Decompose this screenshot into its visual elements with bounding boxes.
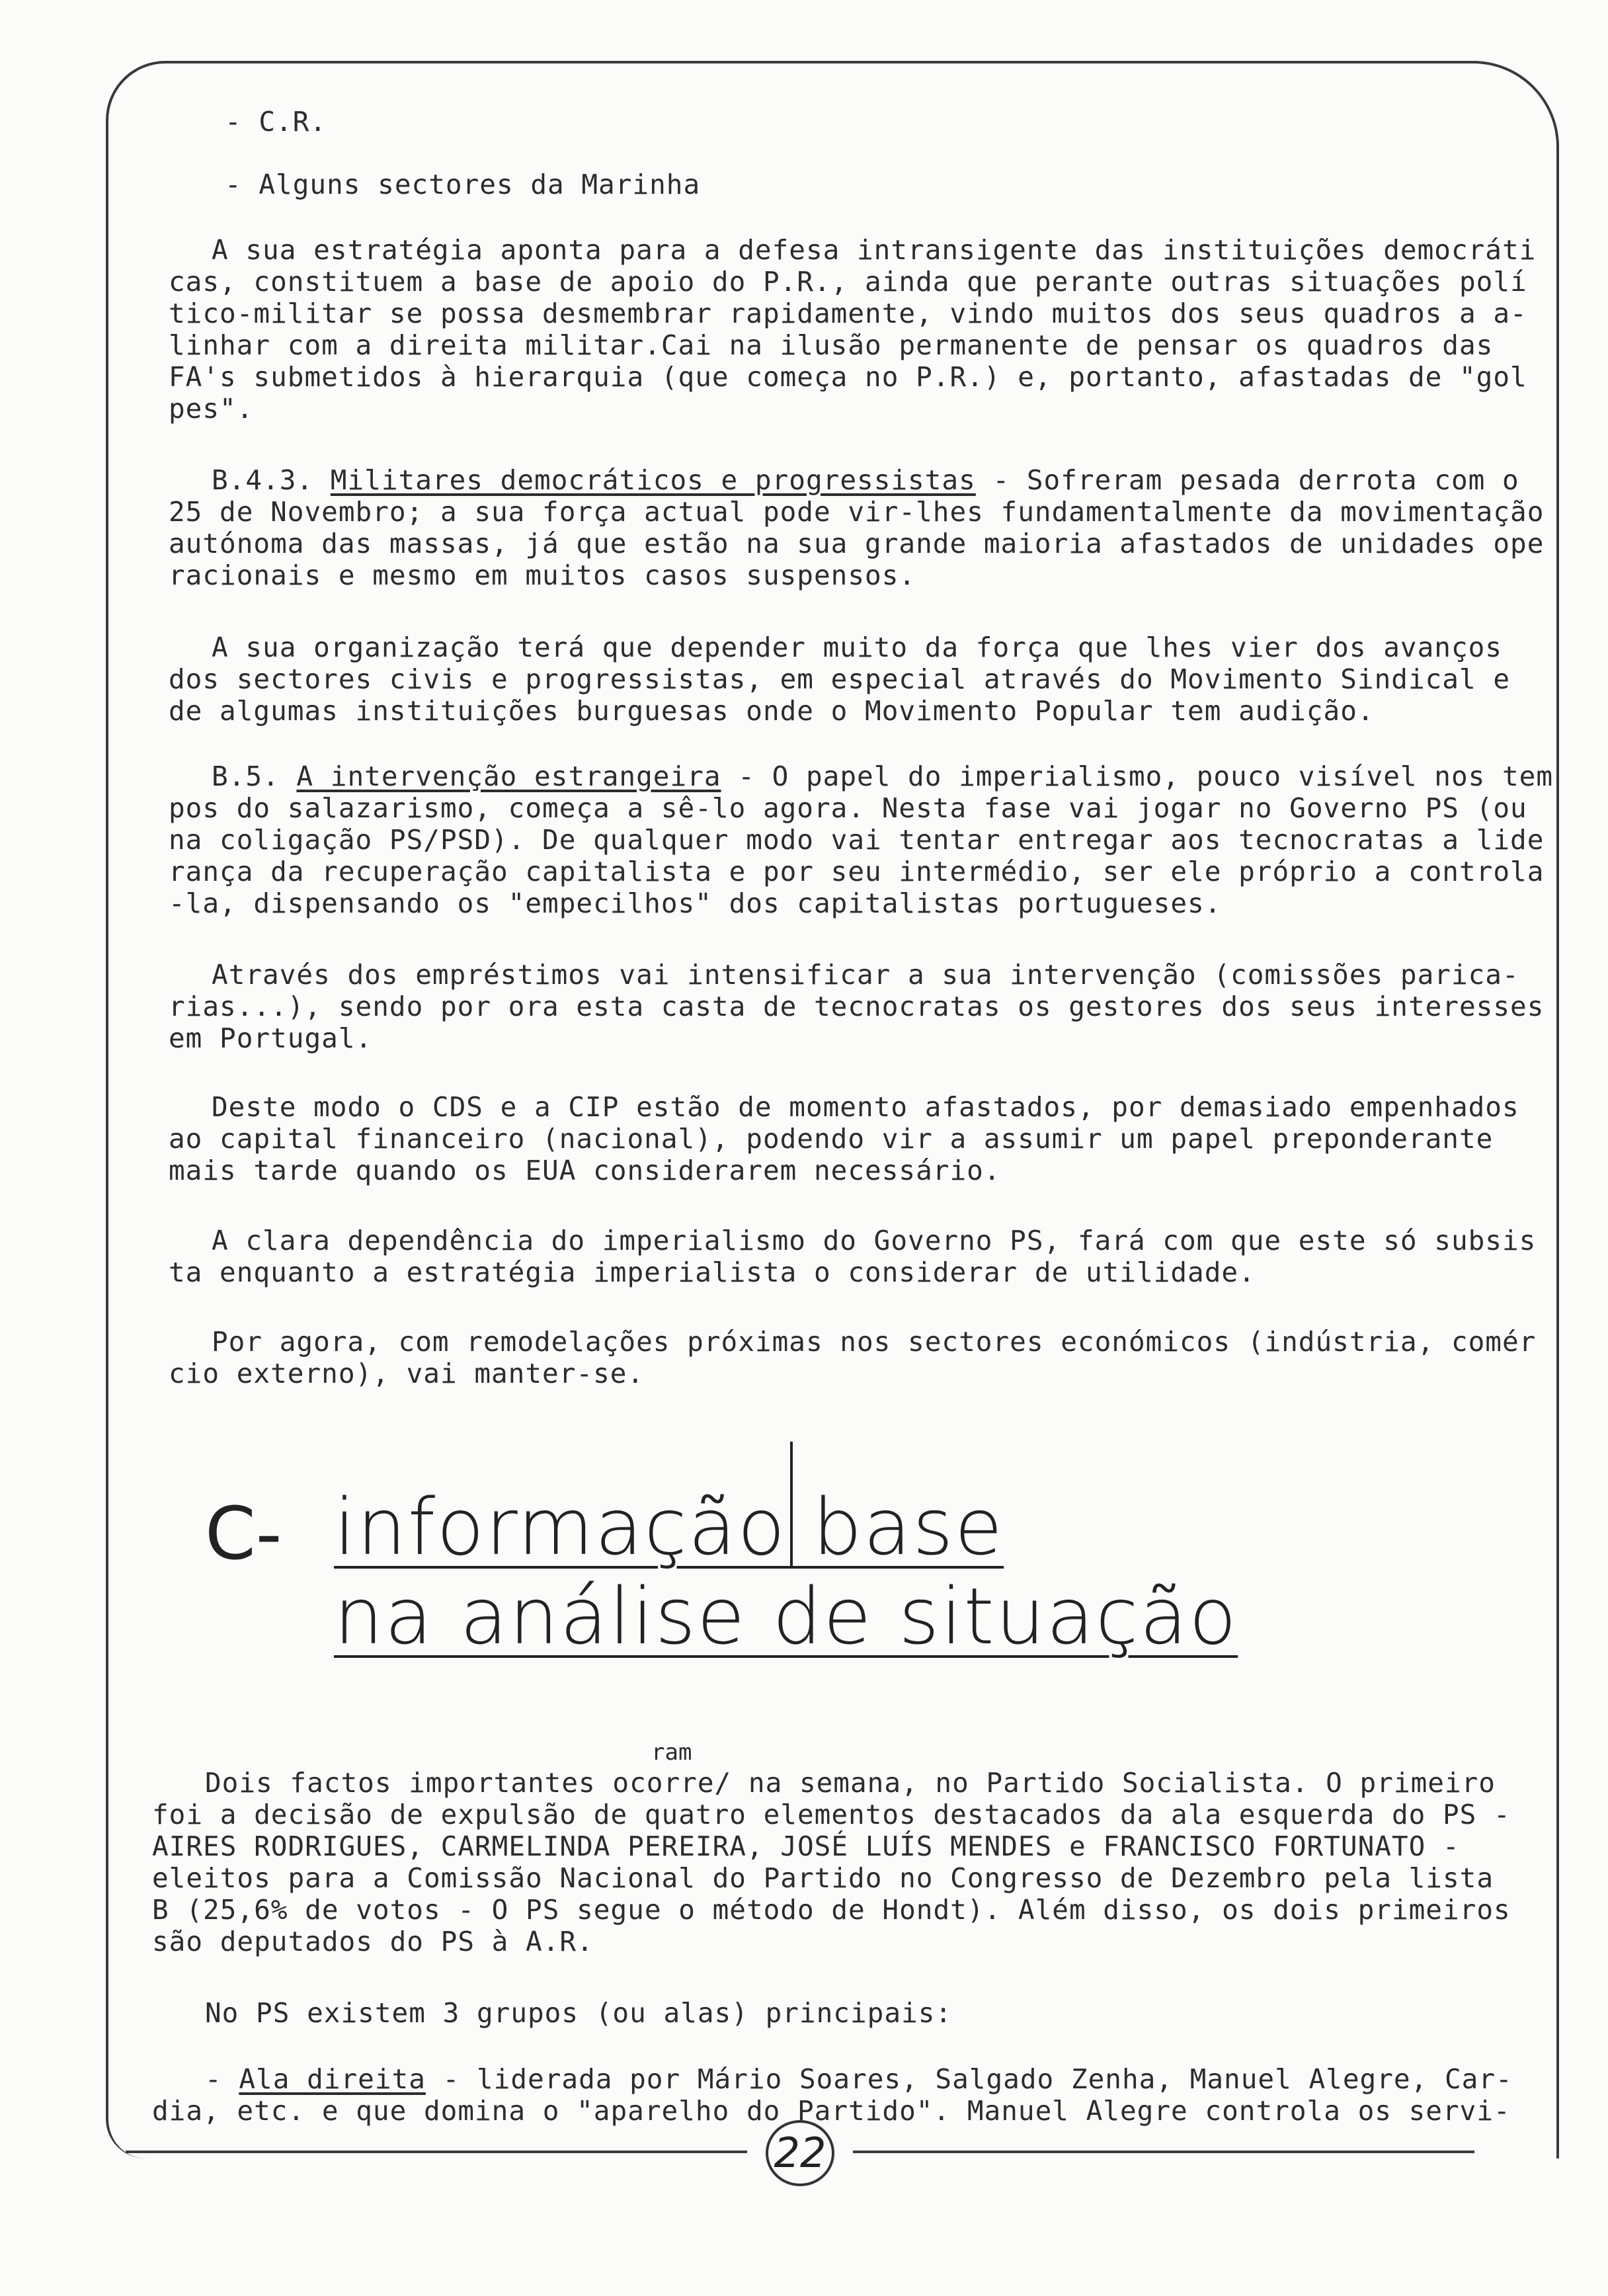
- section-b5-heading: [212, 760, 1554, 792]
- para7-line: Dois factos importantes ocorre/ na semana, no Partido Socialista. O primeiro: [205, 1767, 1496, 1799]
- para1-line: A sua estratégia aponta para a defesa intransigente das instituições democráti: [212, 234, 1537, 266]
- b5-line: rança da recuperação capitalista e por seu intermédio, ser ele próprio a controla: [169, 856, 1545, 887]
- b5-line: -la, dispensando os "empecilhos" dos capitalistas portugueses.: [169, 887, 1222, 919]
- b5-line: na coligação PS/PSD). De qualquer modo vai tentar entregar aos tecnocratas a lide: [169, 824, 1545, 856]
- list-item-cr: - C.R.: [225, 106, 327, 138]
- b5-line: pos do salazarismo, começa a sê-lo agora. Nesta fase vai jogar no Governo PS (ou: [169, 792, 1527, 824]
- section-b43-heading: [212, 464, 1534, 496]
- section-number: B.4.3.: [212, 464, 331, 496]
- ala-direita-line: dia, etc. e que domina o "aparelho do Partido". Manuel Alegre controla os servi-: [152, 2095, 1511, 2127]
- section-c-title-line1: informação base: [334, 1481, 1004, 1573]
- para6-line: cio externo), vai manter-se.: [169, 1358, 645, 1389]
- para7-line: eleitos para a Comissão Nacional do Partido no Congresso de Dezembro pela lista: [152, 1862, 1494, 1894]
- para6-line: Por agora, com remodelações próximas nos sectores económicos (indústria, comér: [212, 1326, 1537, 1358]
- para4-line: Deste modo o CDS e a CIP estão de momento afastados, por demasiado empenhados: [212, 1091, 1519, 1123]
- section-intro: - O papel do imperialismo, pouco visível nos tem: [721, 760, 1554, 792]
- para4-line: mais tarde quando os EUA considerarem necessário.: [169, 1155, 1001, 1186]
- section-title: Militares democráticos e progressistas: [330, 464, 976, 496]
- handwritten-insertion: ram: [651, 1739, 692, 1766]
- para3-line: rias...), sendo por ora esta casta de tecnocratas os gestores dos seus interesses: [169, 991, 1545, 1022]
- section-number: B.5.: [212, 760, 297, 792]
- para2-line: de algumas instituições burguesas onde o Movimento Popular tem audição.: [169, 695, 1375, 727]
- section-intro: - Sofreram pesada derrota com o: [975, 464, 1519, 496]
- para7-line: B (25,6% de votos - O PS segue o método de Hondt). Além disso, os dois primeiros: [152, 1894, 1511, 1926]
- para3-line: Através dos empréstimos vai intensificar a sua intervenção (comissões parica-: [212, 959, 1519, 991]
- para5-line: A clara dependência do imperialismo do Governo PS, fará com que este só subsis: [212, 1225, 1537, 1256]
- b43-line: racionais e mesmo em muitos casos suspensos.: [169, 559, 916, 591]
- para1-line: linhar com a direita militar.Cai na ilusão permanente de pensar os quadros das: [169, 329, 1494, 361]
- bottom-rule-right: [853, 2151, 1474, 2153]
- para1-line: FA's submetidos à hierarquia (que começa no P.R.) e, portanto, afastadas de "gol: [169, 361, 1527, 393]
- section-title: A intervenção estrangeira: [296, 760, 721, 792]
- ala-text: - liderada por Mário Soares, Salgado Zenha, Manuel Alegre, Car-: [425, 2063, 1513, 2095]
- para7-line: AIRES RODRIGUES, CARMELINDA PEREIRA, JOSÉ LUÍS MENDES e FRANCISCO FORTUNATO -: [152, 1830, 1460, 1862]
- para7-line: foi a decisão de expulsão de quatro elementos destacados da ala esquerda do PS -: [152, 1799, 1511, 1830]
- page-number: 22: [766, 2120, 834, 2186]
- para1-line: cas, constituem a base de apoio do P.R., ainda que perante outras situações polí: [169, 266, 1527, 298]
- para2-line: A sua organização terá que depender muito da força que lhes vier dos avanços: [212, 632, 1502, 663]
- para4-line: ao capital financeiro (nacional), podendo vir a assumir um papel preponderante: [169, 1123, 1494, 1155]
- list-dash: -: [205, 2063, 239, 2095]
- para3-line: em Portugal.: [169, 1022, 373, 1054]
- section-c-title-line2: na análise de situação: [334, 1571, 1238, 1662]
- b43-line: autónoma das massas, já que estão na sua grande maioria afastados de unidades ope: [169, 528, 1545, 559]
- list-item-marinha: - Alguns sectores da Marinha: [225, 169, 701, 200]
- para7-line: são deputados do PS à A.R.: [152, 1926, 594, 1957]
- ala-direita-line: [205, 2063, 1527, 2095]
- para5-line: ta enquanto a estratégia imperialista o considerar de utilidade.: [169, 1256, 1256, 1288]
- bottom-rule-left: [126, 2151, 747, 2153]
- section-c-prefix: C-: [205, 1491, 282, 1576]
- para8-line: No PS existem 3 grupos (ou alas) principais:: [205, 1997, 953, 2029]
- ala-title: Ala direita: [239, 2063, 426, 2095]
- b43-line: 25 de Novembro; a sua força actual pode vir-lhes fundamentalmente da movimentação: [169, 496, 1545, 528]
- para2-line: dos sectores civis e progressistas, em especial através do Movimento Sindical e: [169, 663, 1511, 695]
- para1-line: tico-militar se possa desmembrar rapidamente, vindo muitos dos seus quadros a a-: [169, 298, 1527, 329]
- para1-line: pes".: [169, 393, 254, 425]
